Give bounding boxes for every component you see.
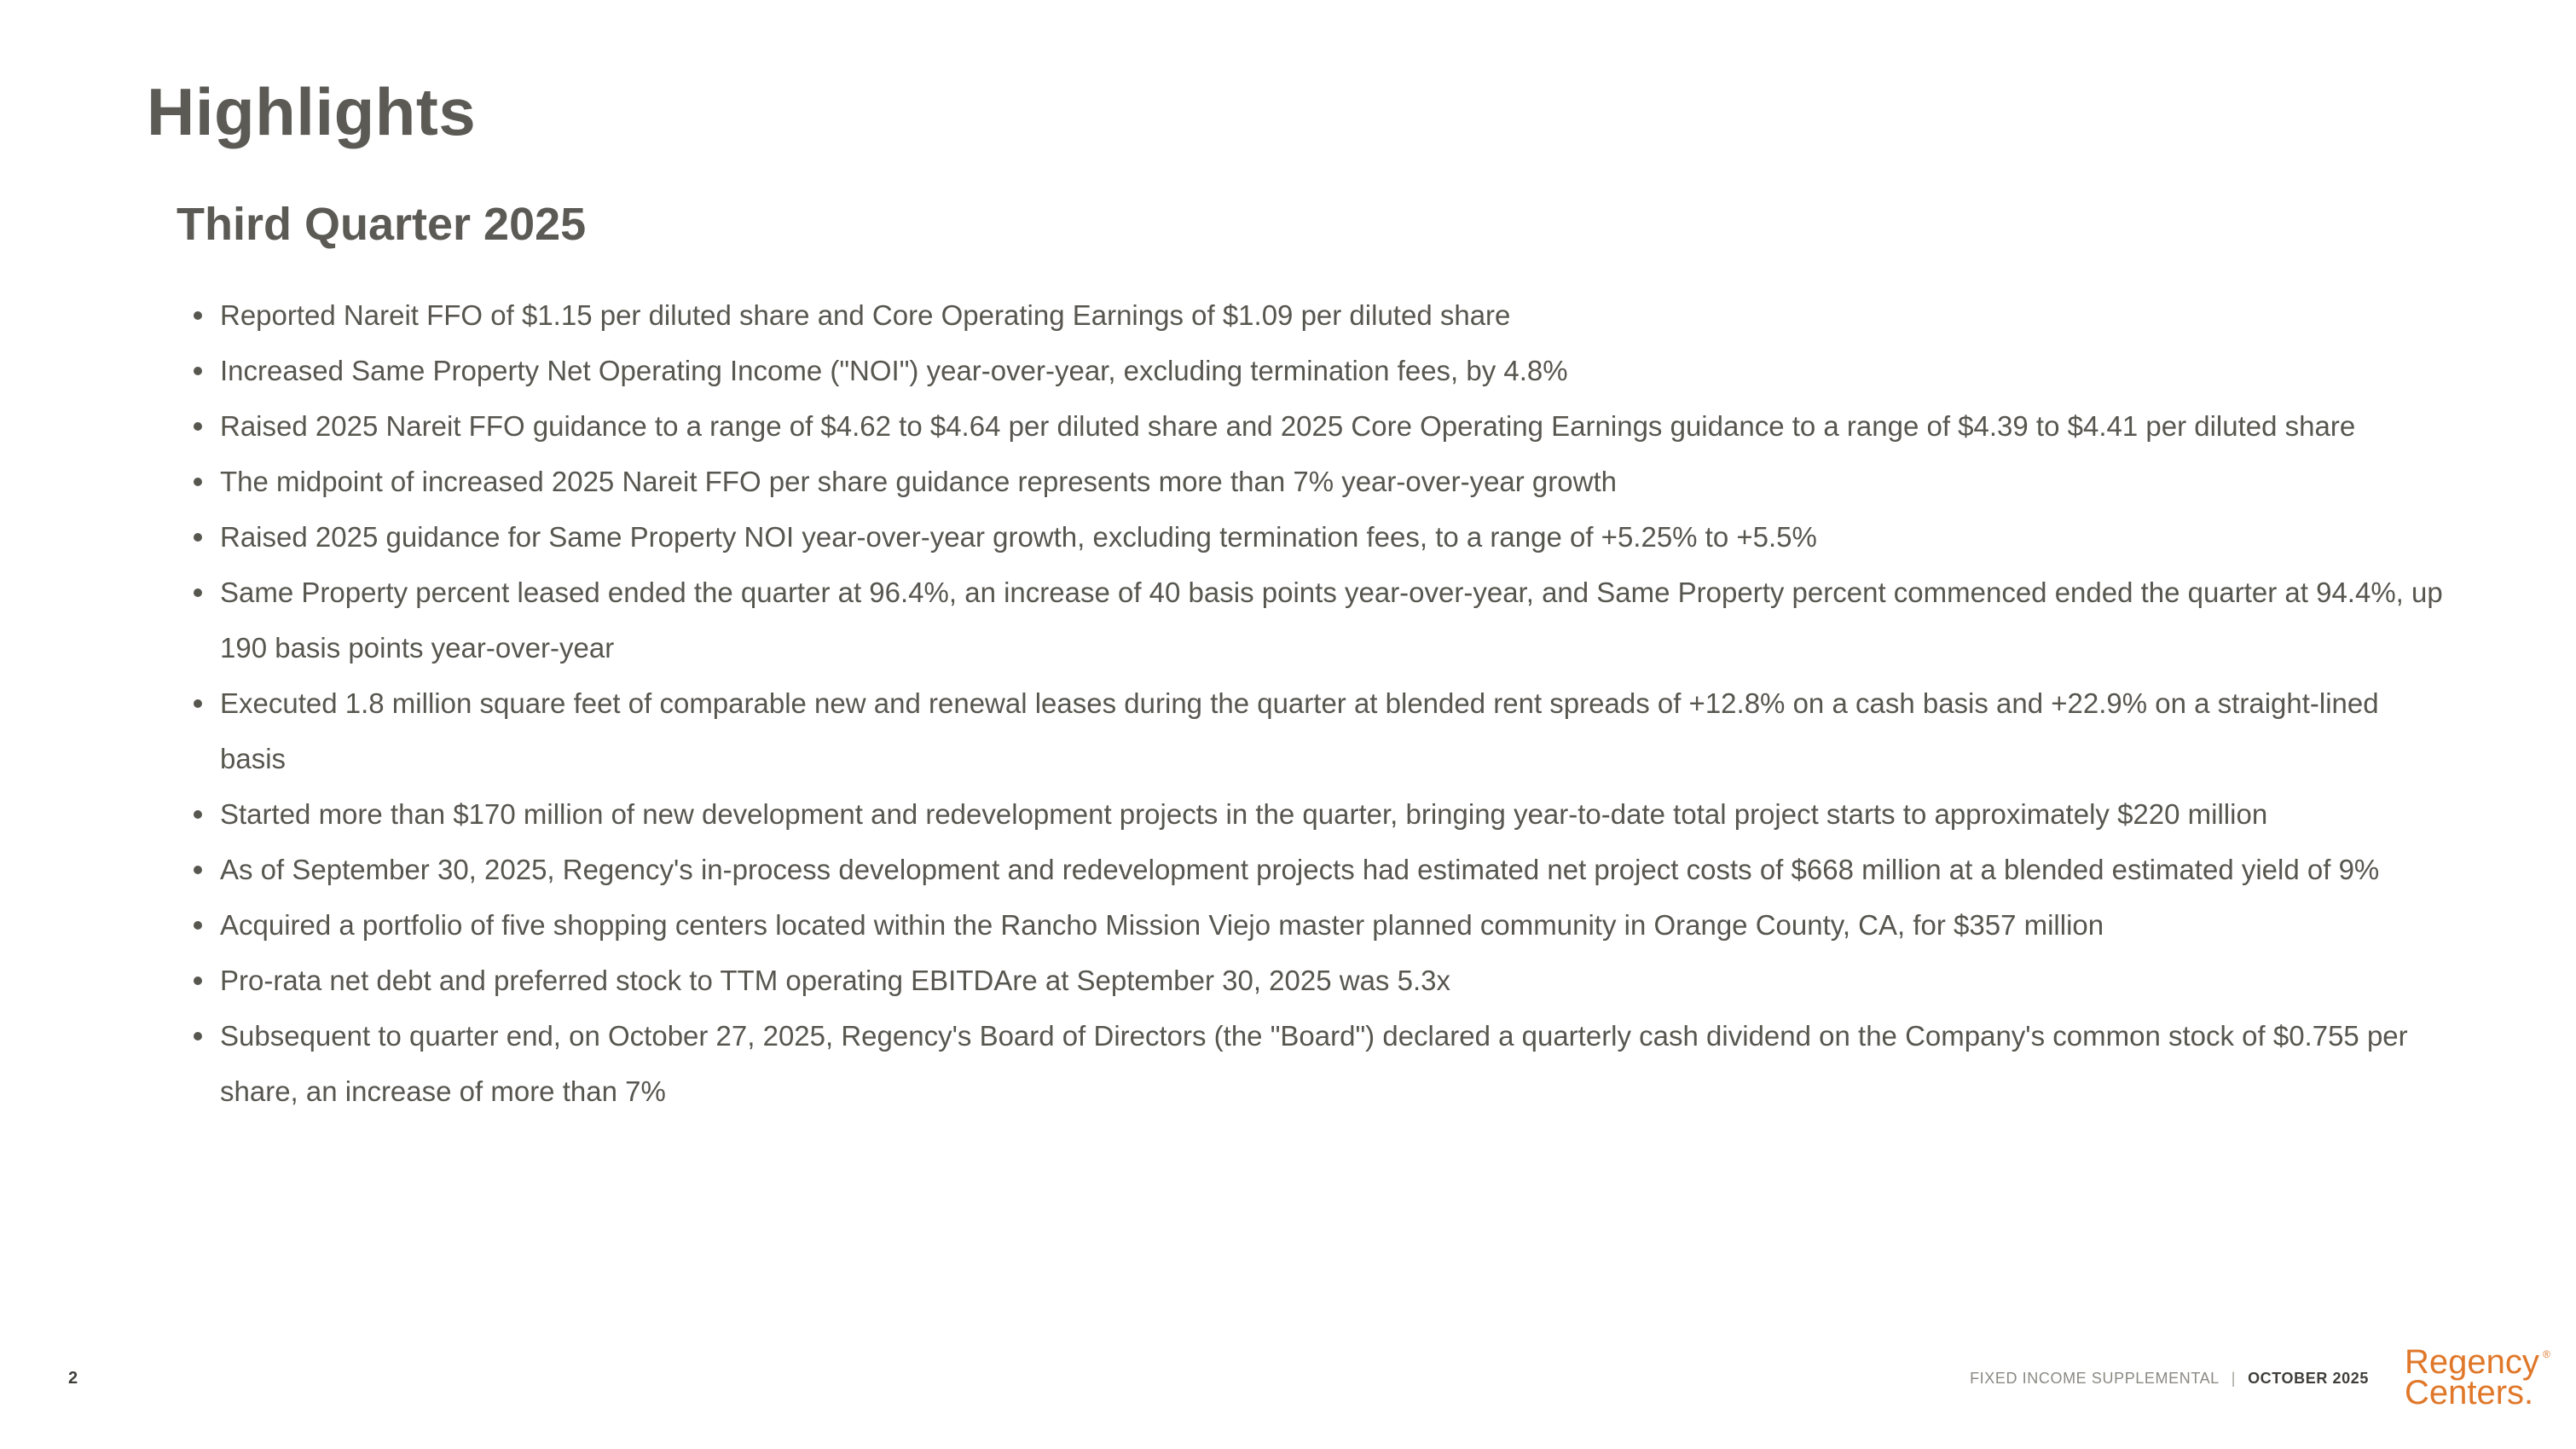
list-item: Raised 2025 guidance for Same Property NOI year-over-year growth, excluding termination fees, to a range of +5.25% to +5.5% bbox=[179, 509, 2447, 565]
list-item: As of September 30, 2025, Regency's in-process development and redevelopment projects had estimated net project costs of $668 million at a blended estimated yield of 9% bbox=[179, 842, 2447, 897]
list-item: The midpoint of increased 2025 Nareit FFO per share guidance represents more than 7% year-over-year growth bbox=[179, 454, 2447, 509]
list-item: Acquired a portfolio of five shopping centers located within the Rancho Mission Viejo master planned community in Orange County, CA, for $357 million bbox=[179, 897, 2447, 953]
list-item: Subsequent to quarter end, on October 27, 2025, Regency's Board of Directors (the "Board") declared a quarterly cash dividend on the Company's common stock of $0.755 per share, an increase of more than 7% bbox=[179, 1008, 2447, 1119]
list-item: Increased Same Property Net Operating Income ("NOI") year-over-year, excluding termination fees, by 4.8% bbox=[179, 343, 2447, 398]
regency-centers-logo bbox=[2405, 1345, 2551, 1413]
section-title: Third Quarter 2025 bbox=[177, 199, 587, 250]
page-title: Highlights bbox=[147, 74, 477, 149]
list-item: Reported Nareit FFO of $1.15 per diluted share and Core Operating Earnings of $1.09 per diluted share bbox=[179, 287, 2447, 343]
list-item: Pro-rata net debt and preferred stock to TTM operating EBITDAre at September 30, 2025 was 5.3x bbox=[179, 953, 2447, 1008]
logo-registered-mark: ® bbox=[2543, 1348, 2550, 1360]
logo-line-1: Regency bbox=[2405, 1343, 2539, 1381]
footer-label bbox=[1970, 1370, 2369, 1388]
logo-line-2: Centers. bbox=[2405, 1374, 2534, 1411]
list-item: Raised 2025 Nareit FFO guidance to a range of $4.62 to $4.64 per diluted share and 2025 Core Operating Earnings guidance to a range of $4.39 to $4.41 per diluted share bbox=[179, 398, 2447, 454]
footer-separator: | bbox=[2231, 1370, 2237, 1387]
list-item: Executed 1.8 million square feet of comparable new and renewal leases during the quarter at blended rent spreads of +12.8% on a cash basis and +22.9% on a straight-lined basis bbox=[179, 675, 2447, 786]
list-item: Same Property percent leased ended the quarter at 96.4%, an increase of 40 basis points year-over-year, and Same Property percent commenced ended the quarter at 94.4%, up 190 basis points year-over-year bbox=[179, 565, 2447, 675]
list-item: Started more than $170 million of new development and redevelopment projects in the quarter, bringing year-to-date total project starts to approximately $220 million bbox=[179, 786, 2447, 842]
page-number: 2 bbox=[68, 1369, 78, 1388]
highlights-list bbox=[179, 287, 2447, 1119]
report-name: FIXED INCOME SUPPLEMENTAL bbox=[1970, 1370, 2220, 1387]
report-date: OCTOBER 2025 bbox=[2248, 1370, 2369, 1387]
